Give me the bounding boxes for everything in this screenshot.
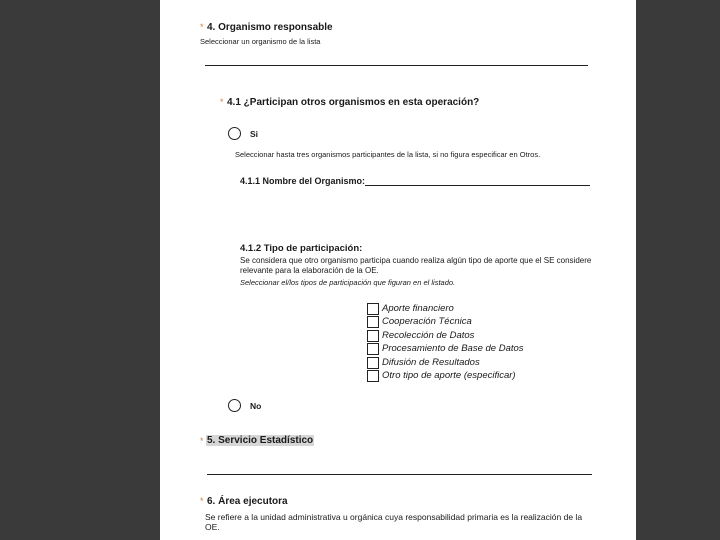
required-star: * [200,22,204,32]
checkbox-otro-aporte[interactable] [367,369,516,382]
radio-si[interactable] [228,127,241,140]
checkbox-label: Otro tipo de aporte (especificar) [382,370,516,381]
participants-instruction: Seleccionar hasta tres organismos participantes de la lista, si no figura especificar en Otros. [235,150,541,159]
checkbox-cooperacion-tecnica[interactable] [367,315,472,328]
section-6-description: Se refiere a la unidad administrativa u orgánica cuya responsabilidad primaria es la realización de la OE. [205,512,583,532]
nombre-organismo-label: 4.1.1 Nombre del Organismo: [240,176,366,186]
radio-si-label: Si [250,129,259,139]
checkbox-box[interactable] [367,303,379,315]
section-4-instruction: Seleccionar un organismo de la lista [200,37,321,46]
tipo-participacion-instruction: Seleccionar el/los tipos de participación que figuran en el listado. [240,278,456,287]
nombre-organismo-field[interactable] [365,185,590,186]
checkbox-label: Cooperación Técnica [382,316,472,327]
required-star: * [200,496,204,506]
section-5-title: 5. Servicio Estadístico [207,435,314,446]
checkbox-aporte-financiero[interactable] [367,302,454,315]
required-star: * [220,97,224,107]
checkbox-recoleccion-datos[interactable] [367,329,474,342]
organismo-select-field[interactable] [205,65,588,66]
question-4-1: 4.1 ¿Participan otros organismos en esta operación? [227,97,480,108]
checkbox-label: Recolección de Datos [382,330,475,341]
section-6-title: 6. Área ejecutora [207,496,288,507]
section-4-title: 4. Organismo responsable [207,22,333,33]
tipo-participacion-title: 4.1.2 Tipo de participación: [240,243,363,254]
radio-no-label: No [250,401,262,411]
radio-no[interactable] [228,399,241,412]
tipo-participacion-description: Se considera que otro organismo participa cuando realiza algún tipo de aporte que el SE considere relevante para la elaboración de la OE. [240,256,592,275]
required-star: * [200,436,204,446]
checkbox-label: Aporte financiero [382,303,454,314]
checkbox-difusion-resultados[interactable] [367,356,480,369]
checkbox-box[interactable] [367,330,379,342]
checkbox-box[interactable] [367,357,379,369]
checkbox-box[interactable] [367,316,379,328]
checkbox-label: Difusión de Resultados [382,357,480,368]
checkbox-box[interactable] [367,370,379,382]
servicio-estadistico-field[interactable] [207,474,592,475]
checkbox-label: Procesamiento de Base de Datos [382,343,524,354]
checkbox-box[interactable] [367,343,379,355]
document-page [160,0,636,540]
checkbox-procesamiento-base-datos[interactable] [367,342,524,355]
